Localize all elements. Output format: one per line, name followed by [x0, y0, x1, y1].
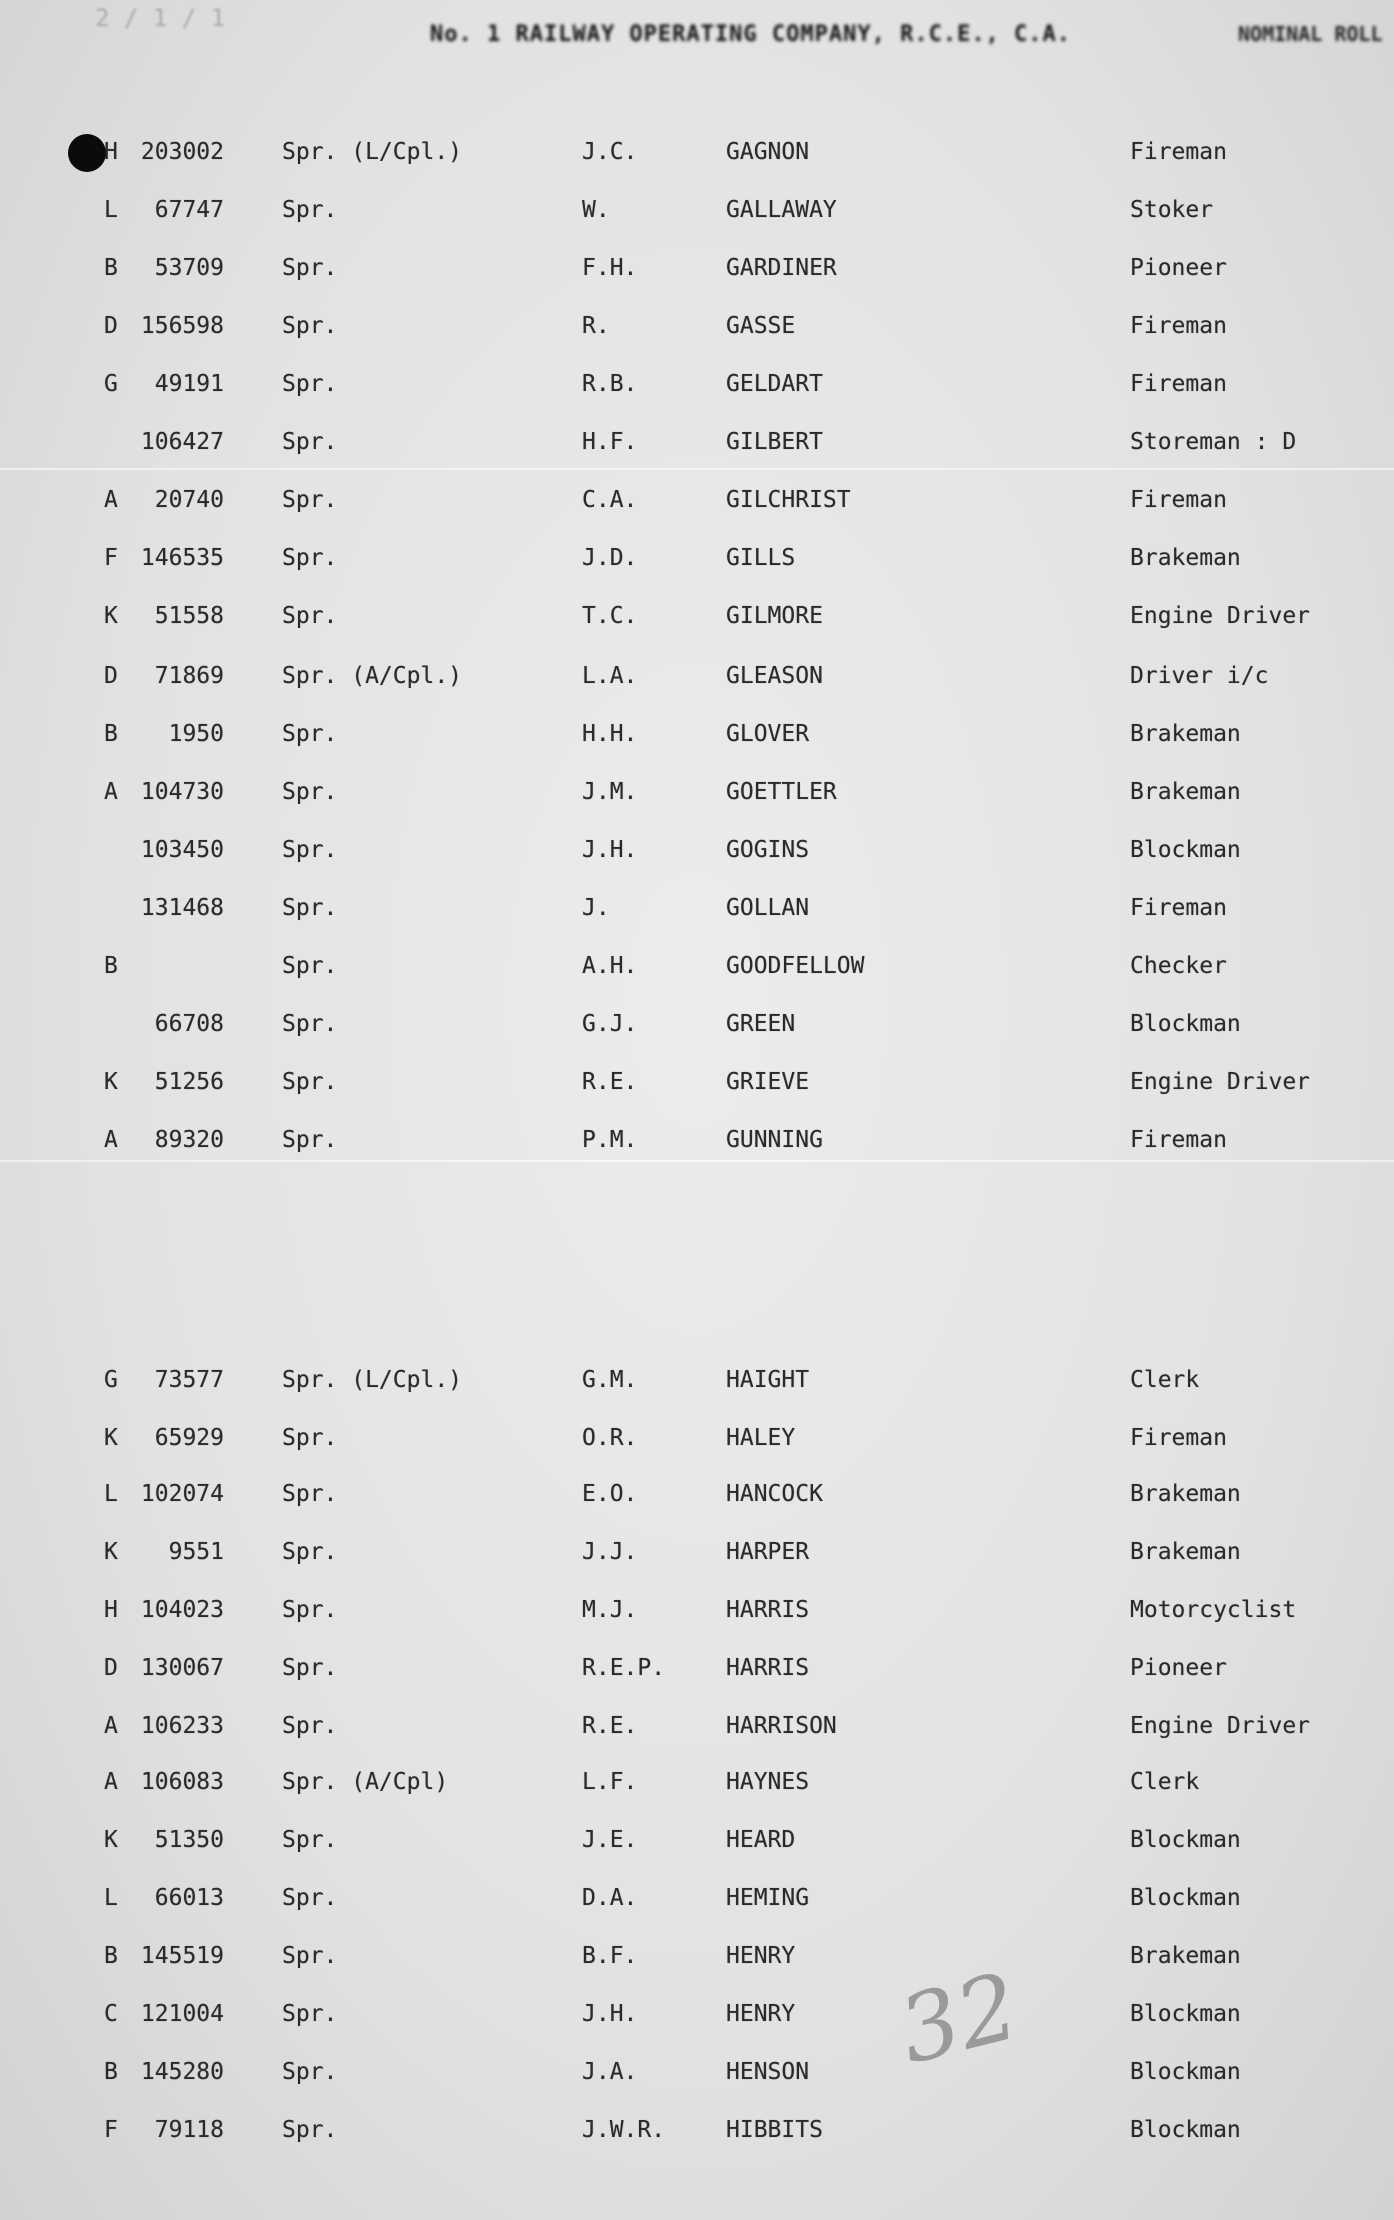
roll-row [0, 596, 1394, 636]
surname: HEARD [726, 1827, 796, 1853]
fold-crease [0, 468, 1394, 470]
trade: Brakeman [1130, 721, 1241, 747]
initials: J.M. [582, 779, 638, 805]
handwritten-page-number: 32 [889, 1952, 1029, 2085]
service-number: 89320 [154, 1127, 224, 1153]
trade: Pioneer [1130, 255, 1227, 281]
initials: H.H. [582, 721, 638, 747]
roll-row [0, 946, 1394, 986]
service-number: 104730 [140, 779, 224, 805]
rank: Spr. [282, 371, 338, 397]
trade: Fireman [1130, 1127, 1227, 1153]
service-number: 121004 [140, 2001, 224, 2027]
trade: Brakeman [1130, 779, 1241, 805]
service-number: 66013 [154, 1885, 224, 1911]
trade: Blockman [1130, 1885, 1241, 1911]
roll-row [0, 656, 1394, 696]
service-prefix: L [104, 1481, 118, 1507]
trade: Fireman [1130, 895, 1227, 921]
rank: Spr. [282, 313, 338, 339]
service-number: 67747 [154, 197, 224, 223]
service-number: 66708 [154, 1011, 224, 1037]
service-number: 53709 [154, 255, 224, 281]
roll-row [0, 190, 1394, 230]
initials: D.A. [582, 1885, 638, 1911]
service-number: 145519 [140, 1943, 224, 1969]
surname: HALEY [726, 1425, 796, 1451]
service-number: 130067 [140, 1655, 224, 1681]
surname: HARPER [726, 1539, 810, 1565]
initials: G.M. [582, 1367, 638, 1393]
service-number: 104023 [140, 1597, 224, 1623]
rank: Spr. [282, 2001, 338, 2027]
initials: J. [582, 895, 610, 921]
trade: Checker [1130, 953, 1227, 979]
roll-row [0, 1120, 1394, 1160]
surname: GLOVER [726, 721, 810, 747]
surname: HANCOCK [726, 1481, 823, 1507]
service-prefix: D [104, 313, 118, 339]
service-number: 145280 [140, 2059, 224, 2085]
trade: Brakeman [1130, 1943, 1241, 1969]
surname: GOGINS [726, 837, 810, 863]
service-number: 73577 [154, 1367, 224, 1393]
rank: Spr. [282, 2117, 338, 2143]
surname: HAYNES [726, 1769, 810, 1795]
rank: Spr. [282, 895, 338, 921]
initials: R. [582, 313, 610, 339]
roll-row [0, 132, 1394, 172]
trade: Fireman [1130, 487, 1227, 513]
service-prefix: D [104, 663, 118, 689]
service-number: 9551 [168, 1539, 224, 1565]
initials: R.B. [582, 371, 638, 397]
trade: Blockman [1130, 2117, 1241, 2143]
surname: GILBERT [726, 429, 823, 455]
surname: HARRISON [726, 1713, 837, 1739]
surname: GELDART [726, 371, 823, 397]
rank: Spr. [282, 1481, 338, 1507]
service-prefix: G [104, 371, 118, 397]
initials: J.J. [582, 1539, 638, 1565]
corner-mark: 2 / 1 / 1 [95, 4, 226, 32]
rank: Spr. [282, 429, 338, 455]
service-number: 79118 [154, 2117, 224, 2143]
service-prefix: B [104, 953, 118, 979]
surname: HARRIS [726, 1655, 810, 1681]
roll-row [0, 830, 1394, 870]
service-number: 51350 [154, 1827, 224, 1853]
trade: Blockman [1130, 837, 1241, 863]
roll-row [0, 364, 1394, 404]
initials: O.R. [582, 1425, 638, 1451]
service-number: 51558 [154, 603, 224, 629]
initials: J.W.R. [582, 2117, 666, 2143]
rank: Spr. [282, 255, 338, 281]
surname: GALLAWAY [726, 197, 837, 223]
service-number: 203002 [140, 139, 224, 165]
initials: M.J. [582, 1597, 638, 1623]
trade: Blockman [1130, 2059, 1241, 2085]
trade: Driver i/c [1130, 663, 1269, 689]
roll-row [0, 1360, 1394, 1400]
rank: Spr. (A/Cpl.) [282, 663, 463, 689]
trade: Brakeman [1130, 545, 1241, 571]
rank: Spr. [282, 487, 338, 513]
service-prefix: A [104, 1127, 118, 1153]
trade: Pioneer [1130, 1655, 1227, 1681]
rank: Spr. [282, 953, 338, 979]
initials: C.A. [582, 487, 638, 513]
trade: Motorcyclist [1130, 1597, 1297, 1623]
trade: Storeman : D [1130, 429, 1297, 455]
surname: GOETTLER [726, 779, 837, 805]
initials: J.H. [582, 2001, 638, 2027]
initials: T.C. [582, 603, 638, 629]
service-prefix: H [104, 139, 118, 165]
service-number: 106233 [140, 1713, 224, 1739]
initials: P.M. [582, 1127, 638, 1153]
initials: A.H. [582, 953, 638, 979]
initials: E.O. [582, 1481, 638, 1507]
rank: Spr. [282, 1713, 338, 1739]
service-number: 106083 [140, 1769, 224, 1795]
surname: HENRY [726, 2001, 796, 2027]
trade: Blockman [1130, 1011, 1241, 1037]
rank: Spr. [282, 1827, 338, 1853]
roll-row [0, 714, 1394, 754]
service-prefix: B [104, 1943, 118, 1969]
initials: W. [582, 197, 610, 223]
initials: J.E. [582, 1827, 638, 1853]
trade: Fireman [1130, 313, 1227, 339]
service-number: 49191 [154, 371, 224, 397]
roll-row [0, 1762, 1394, 1802]
trade: Brakeman [1130, 1539, 1241, 1565]
initials: G.J. [582, 1011, 638, 1037]
initials: J.D. [582, 545, 638, 571]
service-prefix: A [104, 779, 118, 805]
rank: Spr. [282, 1943, 338, 1969]
initials: F.H. [582, 255, 638, 281]
trade: Fireman [1130, 1425, 1227, 1451]
service-number: 106427 [140, 429, 224, 455]
rank: Spr. [282, 1539, 338, 1565]
service-number: 65929 [154, 1425, 224, 1451]
roll-row [0, 422, 1394, 462]
surname: HIBBITS [726, 2117, 823, 2143]
surname: GOLLAN [726, 895, 810, 921]
service-number: 146535 [140, 545, 224, 571]
service-prefix: B [104, 255, 118, 281]
rank: Spr. [282, 1011, 338, 1037]
surname: GRIEVE [726, 1069, 810, 1095]
surname: GILCHRIST [726, 487, 851, 513]
initials: B.F. [582, 1943, 638, 1969]
initials: R.E. [582, 1069, 638, 1095]
surname: HEMING [726, 1885, 810, 1911]
trade: Fireman [1130, 371, 1227, 397]
service-number: 131468 [140, 895, 224, 921]
service-prefix: G [104, 1367, 118, 1393]
rank: Spr. [282, 197, 338, 223]
service-prefix: K [104, 1425, 118, 1451]
service-prefix: L [104, 197, 118, 223]
initials: H.F. [582, 429, 638, 455]
trade: Clerk [1130, 1769, 1200, 1795]
rank: Spr. [282, 545, 338, 571]
roll-row [0, 1590, 1394, 1630]
service-number: 156598 [140, 313, 224, 339]
service-prefix: B [104, 2059, 118, 2085]
trade: Stoker [1130, 197, 1214, 223]
trade: Blockman [1130, 2001, 1241, 2027]
rank: Spr. [282, 1655, 338, 1681]
initials: R.E.P. [582, 1655, 666, 1681]
rank: Spr. (L/Cpl.) [282, 1367, 463, 1393]
service-prefix: F [104, 2117, 118, 2143]
service-prefix: K [104, 603, 118, 629]
rank: Spr. [282, 1885, 338, 1911]
rank: Spr. [282, 1069, 338, 1095]
roll-row [0, 1936, 1394, 1976]
rank: Spr. (L/Cpl.) [282, 139, 463, 165]
rank: Spr. [282, 603, 338, 629]
document-header-title: No. 1 RAILWAY OPERATING COMPANY, R.C.E., C.A. [430, 22, 1072, 47]
roll-row [0, 1706, 1394, 1746]
surname: GLEASON [726, 663, 823, 689]
service-number: 1950 [168, 721, 224, 747]
roll-row [0, 480, 1394, 520]
trade: Blockman [1130, 1827, 1241, 1853]
initials: J.A. [582, 2059, 638, 2085]
initials: L.F. [582, 1769, 638, 1795]
service-prefix: D [104, 1655, 118, 1681]
service-number: 102074 [140, 1481, 224, 1507]
trade: Brakeman [1130, 1481, 1241, 1507]
trade: Engine Driver [1130, 1069, 1311, 1095]
rank: Spr. [282, 1425, 338, 1451]
surname: GAGNON [726, 139, 810, 165]
roll-row [0, 1004, 1394, 1044]
surname: GOODFELLOW [726, 953, 865, 979]
service-prefix: K [104, 1827, 118, 1853]
roll-row [0, 2052, 1394, 2092]
trade: Engine Driver [1130, 1713, 1311, 1739]
surname: GILLS [726, 545, 796, 571]
service-prefix: A [104, 1769, 118, 1795]
trade: Fireman [1130, 139, 1227, 165]
rank: Spr. (A/Cpl) [282, 1769, 449, 1795]
service-number: 20740 [154, 487, 224, 513]
rank: Spr. [282, 1597, 338, 1623]
trade: Clerk [1130, 1367, 1200, 1393]
roll-row [0, 1062, 1394, 1102]
surname: HARRIS [726, 1597, 810, 1623]
service-prefix: C [104, 2001, 118, 2027]
initials: L.A. [582, 663, 638, 689]
roll-row [0, 2110, 1394, 2150]
surname: GREEN [726, 1011, 796, 1037]
roll-row [0, 888, 1394, 928]
surname: HAIGHT [726, 1367, 810, 1393]
service-prefix: F [104, 545, 118, 571]
rank: Spr. [282, 779, 338, 805]
roll-row [0, 772, 1394, 812]
service-prefix: H [104, 1597, 118, 1623]
roll-row [0, 248, 1394, 288]
service-number: 71869 [154, 663, 224, 689]
roll-row [0, 1648, 1394, 1688]
roll-row [0, 1418, 1394, 1458]
service-number: 51256 [154, 1069, 224, 1095]
trade: Engine Driver [1130, 603, 1311, 629]
surname: HENSON [726, 2059, 810, 2085]
surname: HENRY [726, 1943, 796, 1969]
initials: J.C. [582, 139, 638, 165]
rank: Spr. [282, 721, 338, 747]
initials: R.E. [582, 1713, 638, 1739]
initials: J.H. [582, 837, 638, 863]
service-number: 103450 [140, 837, 224, 863]
service-prefix: K [104, 1539, 118, 1565]
roll-row [0, 1878, 1394, 1918]
surname: GILMORE [726, 603, 823, 629]
service-prefix: B [104, 721, 118, 747]
surname: GUNNING [726, 1127, 823, 1153]
surname: GASSE [726, 313, 796, 339]
roll-row [0, 1474, 1394, 1514]
roll-row [0, 306, 1394, 346]
service-prefix: K [104, 1069, 118, 1095]
rank: Spr. [282, 1127, 338, 1153]
roll-row [0, 1994, 1394, 2034]
service-prefix: A [104, 487, 118, 513]
roll-row [0, 1820, 1394, 1860]
roll-row [0, 538, 1394, 578]
rank: Spr. [282, 837, 338, 863]
document-header-right: NOMINAL ROLL [1238, 22, 1383, 46]
service-prefix: A [104, 1713, 118, 1739]
service-prefix: L [104, 1885, 118, 1911]
surname: GARDINER [726, 255, 837, 281]
fold-crease [0, 1160, 1394, 1162]
roll-row [0, 1532, 1394, 1572]
rank: Spr. [282, 2059, 338, 2085]
